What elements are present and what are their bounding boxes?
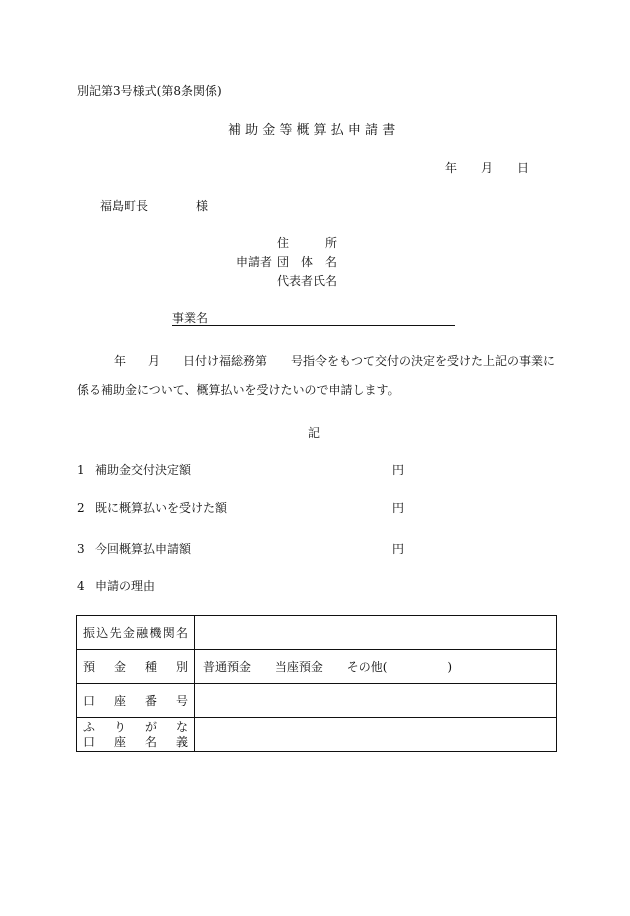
document-title: 補 助 金 等 概 算 払 申 請 書 [228, 123, 396, 138]
project-name-label: 事業名 [172, 311, 209, 325]
table-row [77, 718, 557, 752]
deposit-type-label: 預金種別 [77, 650, 195, 684]
account-holder-label: ふりがな 口座名義 [77, 718, 195, 752]
applicant-prefix: 申請者 [236, 255, 273, 269]
ki-heading: 記 [308, 426, 321, 440]
table-row [77, 616, 557, 650]
deposit-type-other[interactable]: その他( ) [346, 660, 453, 674]
item-number: 4 [77, 579, 85, 593]
bank-name-field[interactable] [195, 616, 557, 650]
bank-account-table [76, 615, 557, 752]
date-year: 年 [445, 161, 458, 175]
deposit-type-checking[interactable]: 当座預金 [274, 660, 323, 674]
project-name-field[interactable] [172, 313, 455, 326]
item-unit: 円 [392, 463, 405, 477]
deposit-type-ordinary[interactable]: 普通預金 [203, 660, 252, 674]
table-row [77, 650, 557, 684]
item-label: 今回概算払申請額 [95, 542, 192, 556]
item-number: 1 [77, 463, 85, 477]
table-row [77, 684, 557, 718]
applicant-rep-label: 代表者氏名 [277, 274, 338, 288]
item-label: 既に概算払いを受けた額 [95, 501, 228, 515]
item-unit: 円 [392, 501, 405, 515]
body-month: 月 [148, 354, 161, 368]
account-number-label: 口座番号 [77, 684, 195, 718]
addressee-honorific: 様 [196, 199, 209, 213]
body-line1-rest: 号指令をもつて交付の決定を受けた上記の事業に [291, 354, 556, 368]
date-day: 日 [517, 161, 530, 175]
item-number: 2 [77, 501, 85, 515]
applicant-address-label: 住 所 [277, 236, 337, 250]
body-day-ref: 日付け福総務第 [183, 354, 268, 368]
body-year: 年 [114, 354, 127, 368]
account-number-field[interactable] [195, 684, 557, 718]
date-month: 月 [481, 161, 494, 175]
body-line2: 係る補助金について、概算払いを受けたいので申請します。 [77, 383, 400, 397]
account-holder-field[interactable] [195, 718, 557, 752]
item-unit: 円 [392, 542, 405, 556]
addressee-name: 福島町長 [100, 199, 149, 213]
applicant-org-label: 団 体 名 [277, 255, 338, 269]
bank-name-label: 振込先金融機関名 [77, 616, 195, 650]
item-label: 補助金交付決定額 [95, 463, 192, 477]
form-number-note: 別記第3号様式(第8条関係) [77, 84, 222, 98]
item-label: 申請の理由 [95, 579, 156, 593]
deposit-type-options [195, 650, 557, 684]
item-number: 3 [77, 542, 85, 556]
